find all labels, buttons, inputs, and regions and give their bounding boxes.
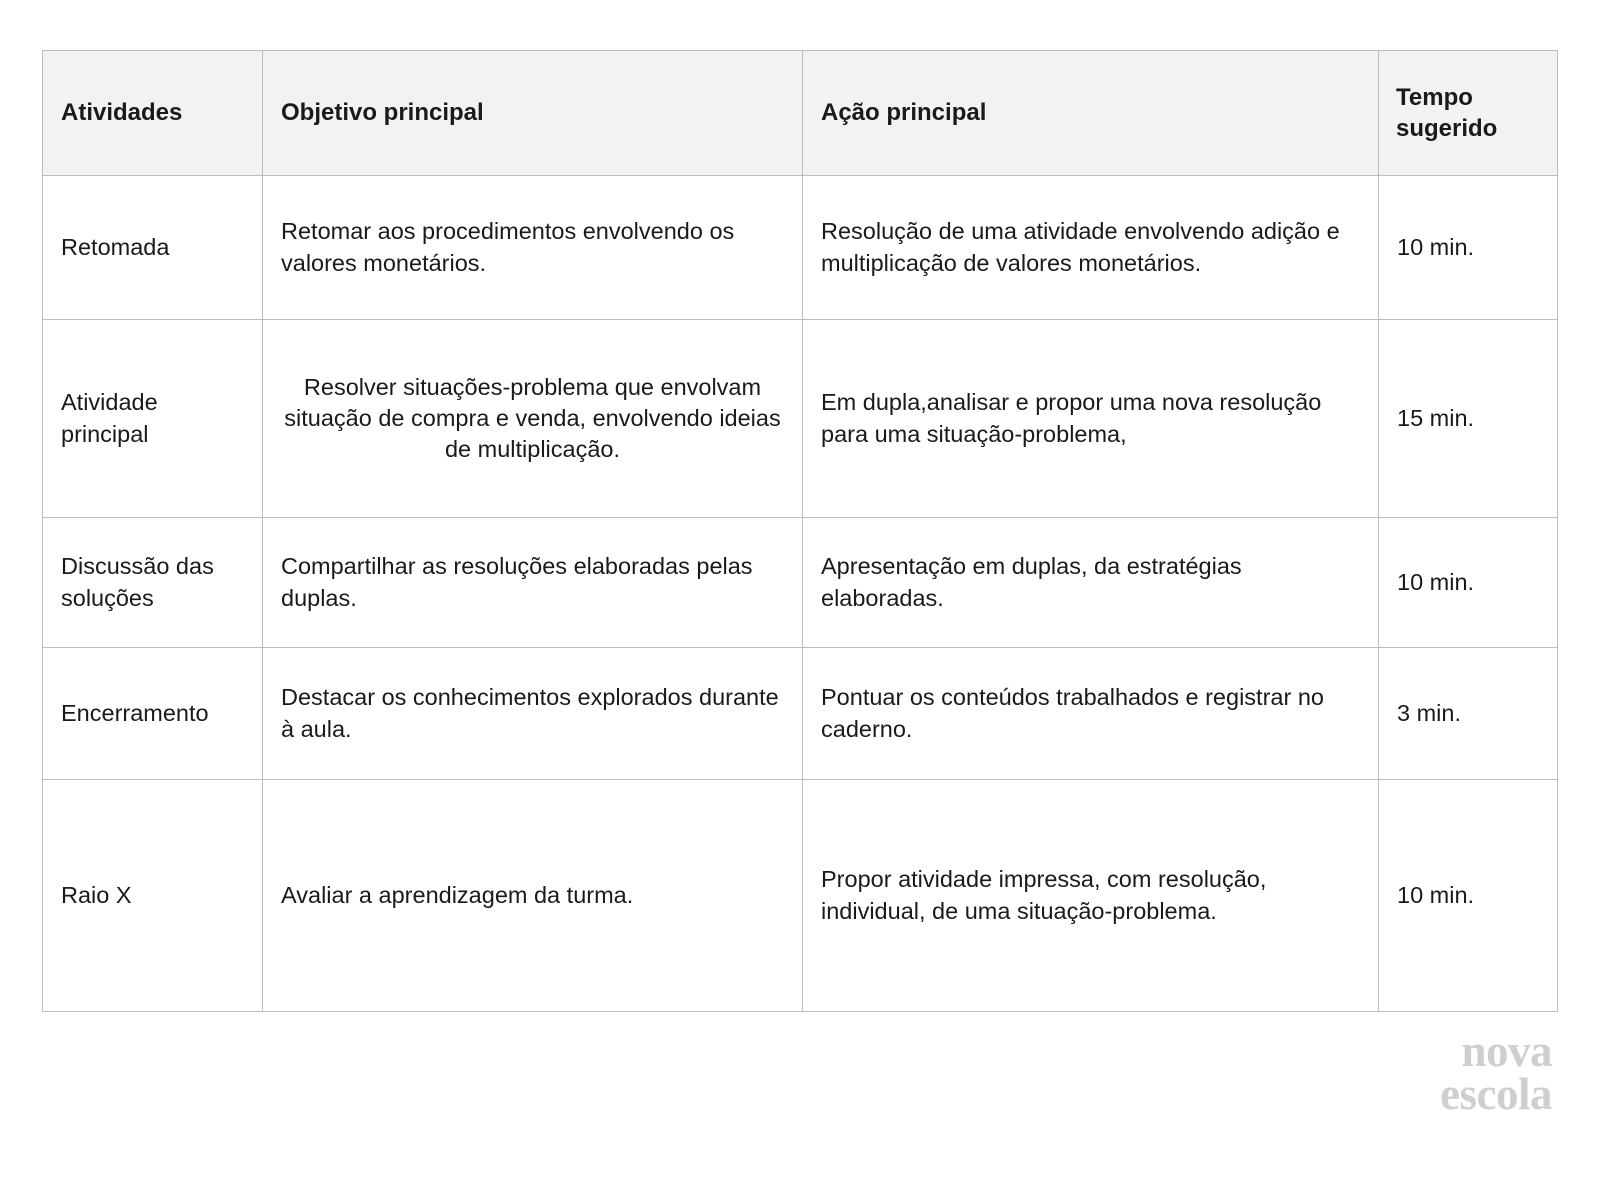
column-header-objetivo-principal: Objetivo principal	[263, 51, 803, 176]
table-row	[43, 780, 1558, 1012]
cell-acao: Apresentação em duplas, da estratégias elaboradas.	[803, 518, 1379, 648]
cell-atividade: Retomada	[43, 176, 263, 320]
cell-objetivo: Resolver situações-problema que envolvam situação de compra e venda, envolvendo ideias de multiplicação.	[263, 320, 803, 518]
table-row	[43, 320, 1558, 518]
nova-escola-logo	[1440, 1025, 1552, 1119]
lesson-plan-table-wrapper	[42, 50, 1557, 1012]
cell-acao: Propor atividade impressa, com resolução, individual, de uma situação-problema.	[803, 780, 1379, 1012]
logo-line-nova: nova	[1461, 1025, 1552, 1076]
cell-atividade: Atividade principal	[43, 320, 263, 518]
cell-acao: Resolução de uma atividade envolvendo adição e multiplicação de valores monetários.	[803, 176, 1379, 320]
cell-acao: Em dupla,analisar e propor uma nova resolução para uma situação-problema,	[803, 320, 1379, 518]
column-header-tempo-sugerido: Tempo sugerido	[1379, 51, 1558, 176]
cell-objetivo: Retomar aos procedimentos envolvendo os valores monetários.	[263, 176, 803, 320]
cell-tempo: 10 min.	[1379, 518, 1558, 648]
logo-line-escola: escola	[1440, 1068, 1552, 1119]
cell-atividade: Raio X	[43, 780, 263, 1012]
cell-tempo: 10 min.	[1379, 780, 1558, 1012]
table-row	[43, 176, 1558, 320]
cell-atividade: Discussão das soluções	[43, 518, 263, 648]
cell-objetivo: Destacar os conhecimentos explorados durante à aula.	[263, 648, 803, 780]
cell-tempo: 15 min.	[1379, 320, 1558, 518]
table-row	[43, 648, 1558, 780]
column-header-acao-principal: Ação principal	[803, 51, 1379, 176]
table-header-row	[43, 51, 1558, 176]
lesson-plan-table	[42, 50, 1558, 1012]
cell-tempo: 10 min.	[1379, 176, 1558, 320]
table-row	[43, 518, 1558, 648]
column-header-atividades: Atividades	[43, 51, 263, 176]
cell-objetivo: Compartilhar as resoluções elaboradas pelas duplas.	[263, 518, 803, 648]
table-body	[43, 176, 1558, 1012]
cell-objetivo: Avaliar a aprendizagem da turma.	[263, 780, 803, 1012]
table-header	[43, 51, 1558, 176]
cell-acao: Pontuar os conteúdos trabalhados e registrar no caderno.	[803, 648, 1379, 780]
cell-atividade: Encerramento	[43, 648, 263, 780]
cell-tempo: 3 min.	[1379, 648, 1558, 780]
